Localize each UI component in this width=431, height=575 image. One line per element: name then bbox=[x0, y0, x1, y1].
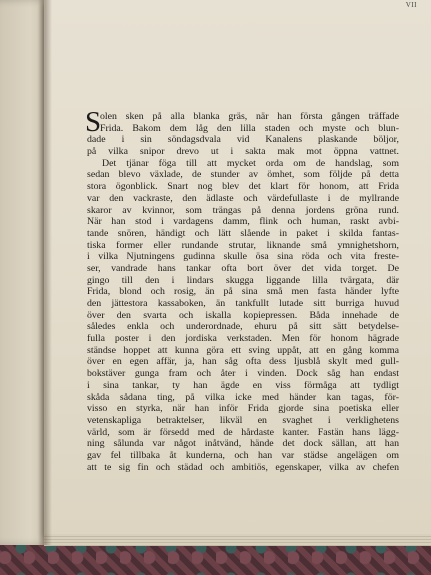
text-line: sedan blevo växlade, de stunder av ömhet, som följde på detta bbox=[87, 169, 399, 181]
text-line: vetenskapliga betraktelser, likväl en svaghet i verklighetens bbox=[87, 414, 399, 426]
body-text bbox=[85, 106, 399, 473]
text-line: i sina tankar, ty han ägde en viss förmåga att tydligt bbox=[87, 379, 399, 391]
text-line: att te sig fin och städad och ambitiös, egenskaper, vilka av chefen bbox=[87, 461, 399, 473]
text-line: Frida. Bakom dem låg den lilla staden och myste och blun- bbox=[100, 122, 399, 134]
text-line: således enkla och underordnade, ehuru på sitt sätt betydelse- bbox=[87, 321, 399, 333]
text-line: på vilka snipor drevo ut i sakta mak mot öppna vattnet. bbox=[87, 146, 399, 158]
text-line: dade i sin söndagsdvala vid Kanalens plaskande böljor, bbox=[87, 134, 399, 146]
text-line: ning sålunda var något inåtvänd, hände det dock sällan, att han bbox=[87, 438, 399, 450]
text-line: stora ögonblick. Snart nog blev det klart för honom, att Frida bbox=[87, 181, 399, 193]
text-line: Frida, blond och rosig, än på sina små men fasta händer lyfte bbox=[87, 286, 399, 298]
text-line: ser, vandrade hans tankar ofta bort över det vida torget. De bbox=[87, 262, 399, 274]
text-line: Det tjänar föga till att mycket orda om de handslag, som bbox=[102, 157, 399, 169]
text-line: över en egen affär, ja, han såg ofta dess ljusblå skylt med gull- bbox=[87, 356, 399, 368]
text-line: i vilka Njutningens gudinna skulle ösa sina röda och vita freste- bbox=[87, 251, 399, 263]
text-line: den jättestora kassaboken, än tankfullt lutade sitt burriga huvud bbox=[87, 298, 399, 309]
text-line: bokstäver gunga fram och åter i vinden. Dock såg han endast bbox=[87, 368, 399, 380]
text-line: visso en styrka, när han inför Frida gjorde sina poetiska eller bbox=[87, 403, 399, 415]
text-line: olen sken på alla blanka gräs, när han första gången träffade bbox=[100, 111, 399, 122]
text-line: gingo till den i lindars skugga liggande lilla tvärgata, där bbox=[87, 274, 399, 286]
text-line: ständse hoppet att kunna göra ett sving uppåt, att en gång komma bbox=[87, 344, 399, 356]
text-line: fulla poster i den jordiska verkstaden. Men för honom hägrade bbox=[87, 333, 399, 345]
text-line: över den svarta och iskalla kopiepressen. Båda innehade de bbox=[87, 309, 399, 321]
text-line: skaror av kvinnor, som trängas på denna jordens gröna rund. bbox=[87, 204, 399, 216]
page-number: VII bbox=[405, 1, 417, 9]
text-line: var den vackraste, den ädlaste och värdefullaste i de myllrande bbox=[87, 192, 399, 204]
text-line: När han stod i vardagens damm, flink och human, raskt avbi- bbox=[87, 216, 399, 228]
book-gutter bbox=[38, 0, 52, 545]
text-line: tiska former eller rundande strutar, liknande små ymnighetshorn, bbox=[87, 239, 399, 251]
text-line: tande snören, händigt och lätt slående in paket i skilda fantas- bbox=[87, 227, 399, 239]
text-line: gav fel tillbaka åt kunderna, och han var städse angelägen om bbox=[87, 449, 399, 461]
text-line: värld, som är försedd med de hårdaste kanter. Fastän hans lägg- bbox=[87, 426, 399, 438]
drop-cap: S bbox=[85, 106, 102, 138]
page-edge-stack bbox=[44, 534, 431, 546]
text-line: skåda sådana ting, på vilka icke med händer kan tagas, för- bbox=[87, 391, 399, 403]
